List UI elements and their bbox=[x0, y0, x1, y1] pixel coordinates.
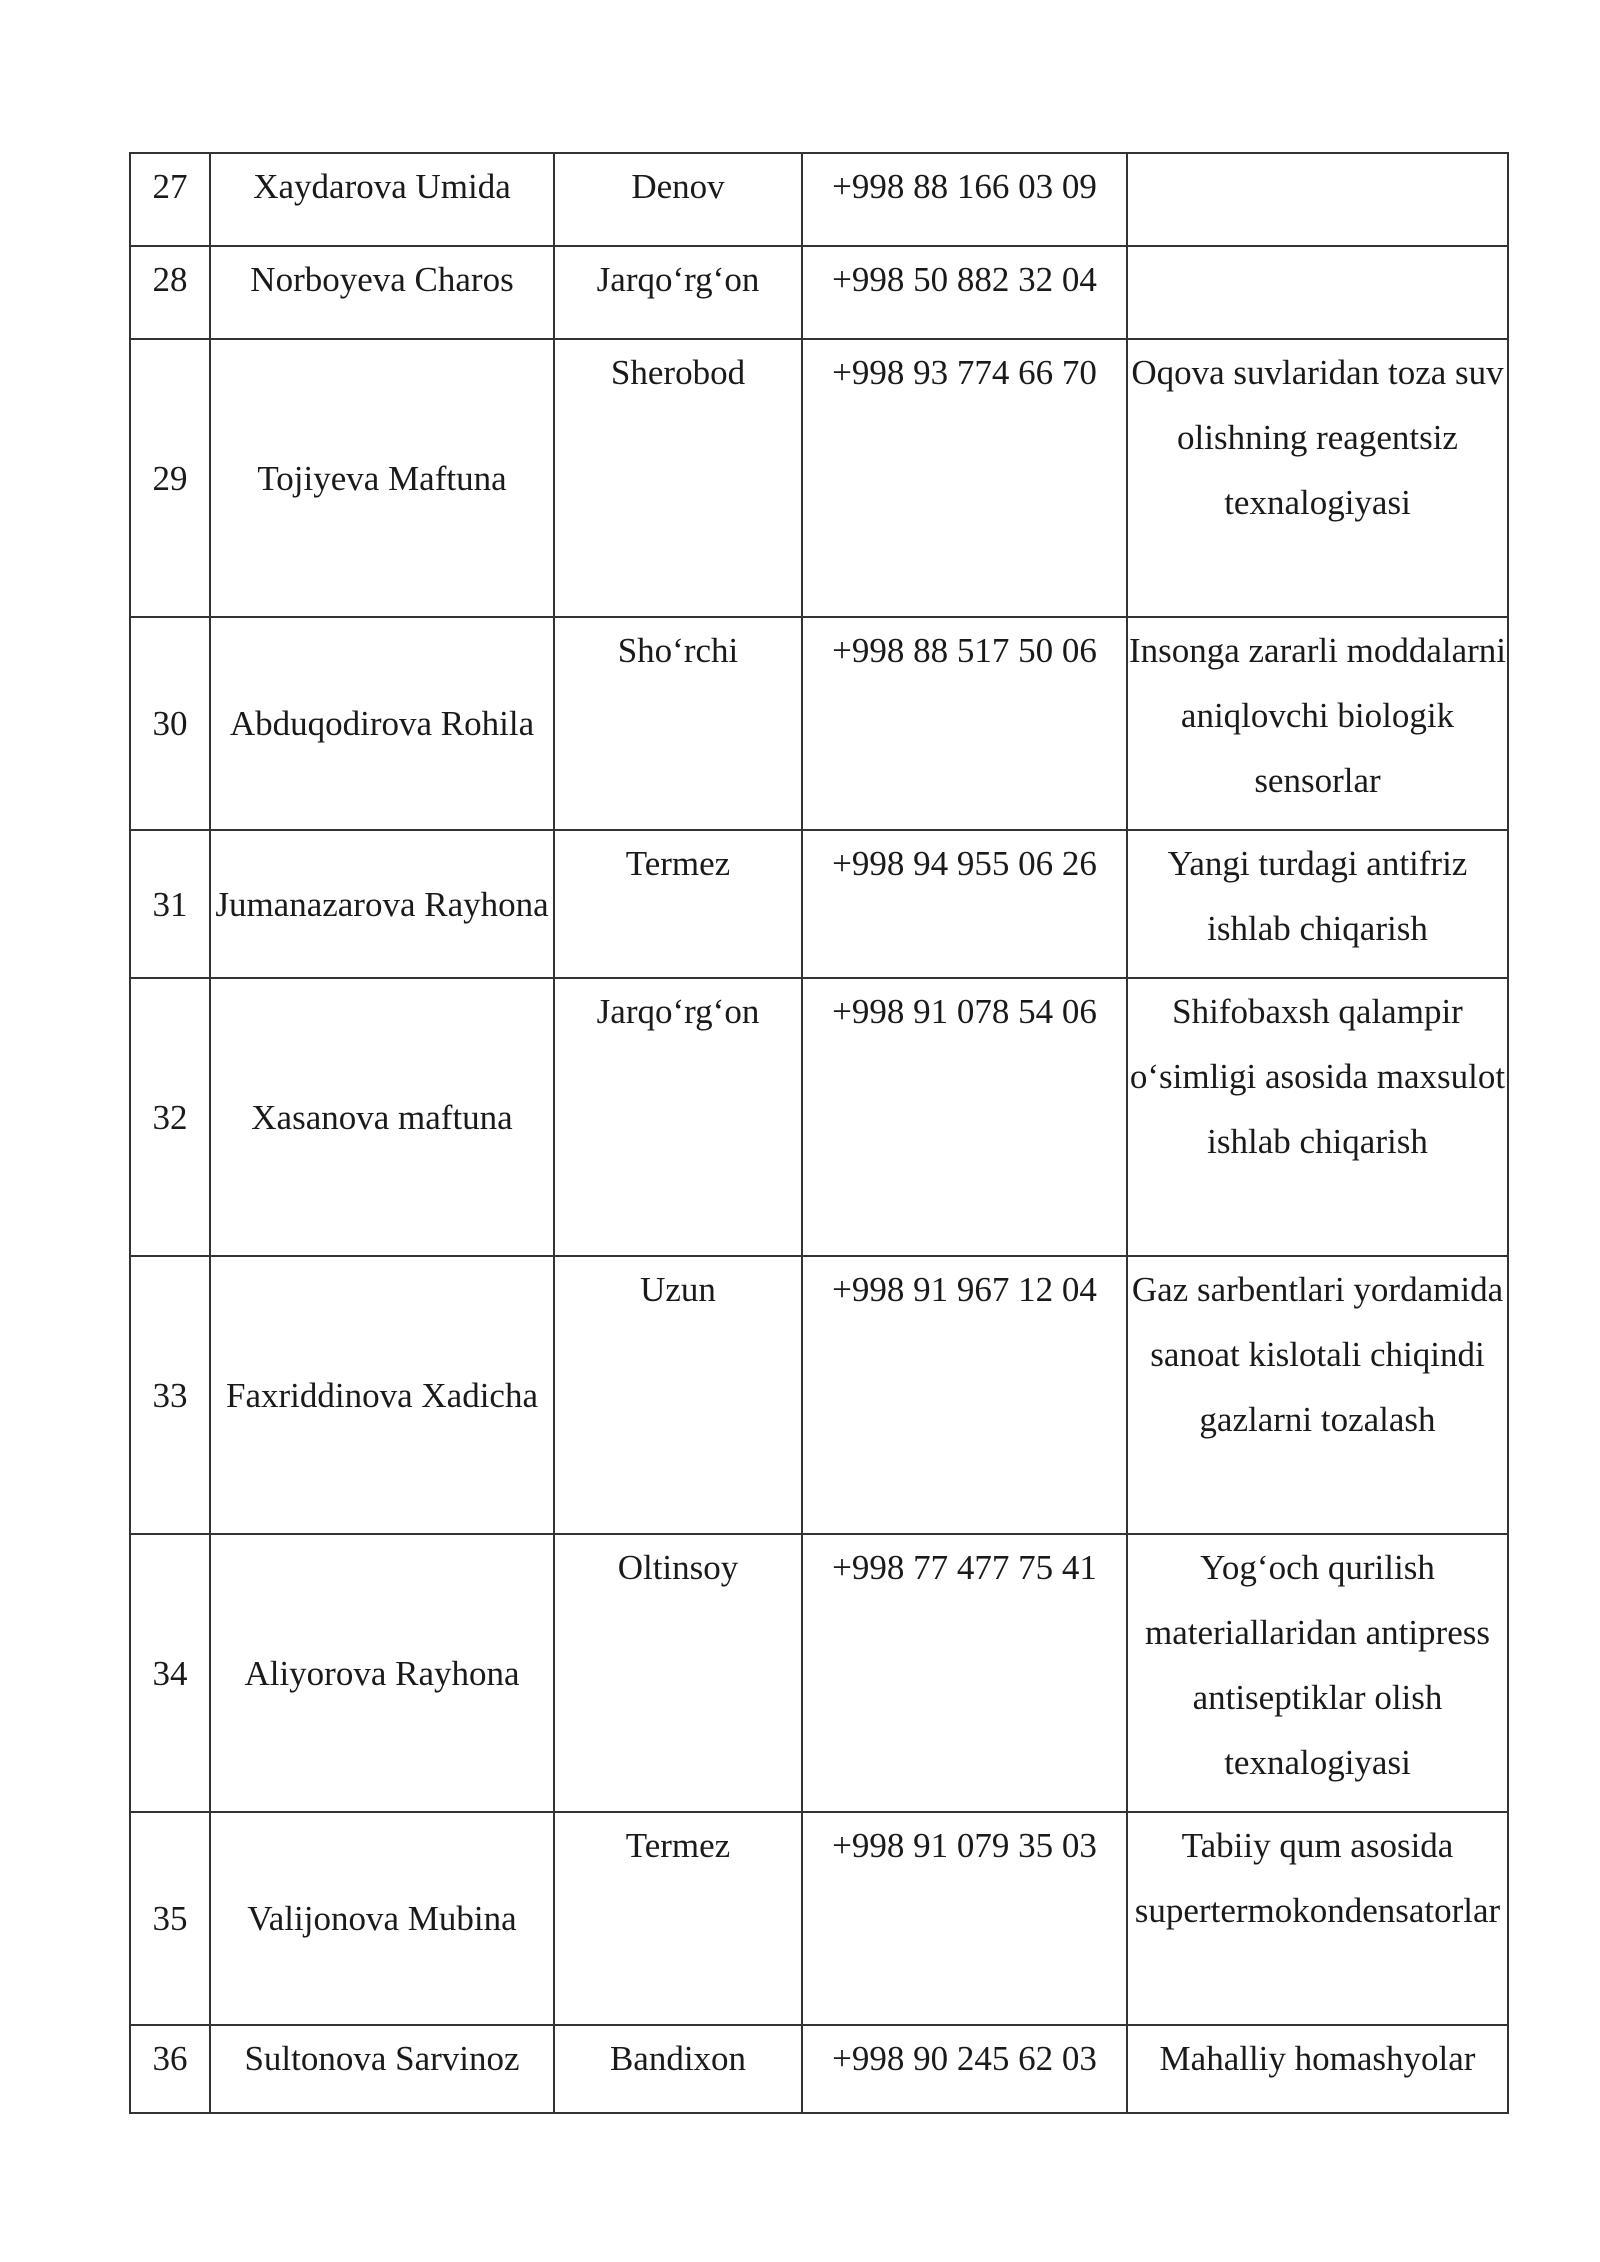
row-number: 34 bbox=[130, 1534, 210, 1812]
table-row bbox=[130, 1256, 1508, 1534]
participant-name: Tojiyeva Maftuna bbox=[210, 339, 554, 617]
phone-number: +998 50 882 32 04 bbox=[802, 246, 1127, 339]
project-topic: Oqova suvlaridan toza suv olishning reagentsiz texnalogiyasi bbox=[1127, 339, 1508, 617]
participants-table bbox=[129, 152, 1509, 2114]
participant-name: Sultonova Sarvinoz bbox=[210, 2025, 554, 2113]
row-number: 31 bbox=[130, 830, 210, 978]
row-number: 33 bbox=[130, 1256, 210, 1534]
phone-number: +998 88 517 50 06 bbox=[802, 617, 1127, 830]
table-row bbox=[130, 1534, 1508, 1812]
district: Sherobod bbox=[554, 339, 802, 617]
participant-name: Aliyorova Rayhona bbox=[210, 1534, 554, 1812]
table-row bbox=[130, 617, 1508, 830]
project-topic bbox=[1127, 246, 1508, 339]
project-topic: Mahalliy homashyolar bbox=[1127, 2025, 1508, 2113]
district: Termez bbox=[554, 1812, 802, 2025]
row-number: 29 bbox=[130, 339, 210, 617]
row-number: 32 bbox=[130, 978, 210, 1256]
project-topic: Yog‘och qurilish materiallaridan antipress antiseptiklar olish texnalogiyasi bbox=[1127, 1534, 1508, 1812]
participant-name: Faxriddinova Xadicha bbox=[210, 1256, 554, 1534]
participant-name: Valijonova Mubina bbox=[210, 1812, 554, 2025]
table-row bbox=[130, 978, 1508, 1256]
phone-number: +998 90 245 62 03 bbox=[802, 2025, 1127, 2113]
row-number: 36 bbox=[130, 2025, 210, 2113]
table-row bbox=[130, 2025, 1508, 2113]
table-row bbox=[130, 1812, 1508, 2025]
table-row bbox=[130, 830, 1508, 978]
project-topic bbox=[1127, 153, 1508, 246]
project-topic: Insonga zararli moddalarni aniqlovchi biologik sensorlar bbox=[1127, 617, 1508, 830]
table-row bbox=[130, 339, 1508, 617]
district: Sho‘rchi bbox=[554, 617, 802, 830]
district: Uzun bbox=[554, 1256, 802, 1534]
phone-number: +998 94 955 06 26 bbox=[802, 830, 1127, 978]
row-number: 27 bbox=[130, 153, 210, 246]
phone-number: +998 91 967 12 04 bbox=[802, 1256, 1127, 1534]
project-topic: Shifobaxsh qalampir o‘simligi asosida maxsulot ishlab chiqarish bbox=[1127, 978, 1508, 1256]
phone-number: +998 91 079 35 03 bbox=[802, 1812, 1127, 2025]
table-row bbox=[130, 153, 1508, 246]
row-number: 28 bbox=[130, 246, 210, 339]
row-number: 35 bbox=[130, 1812, 210, 2025]
table-row bbox=[130, 246, 1508, 339]
district: Bandixon bbox=[554, 2025, 802, 2113]
participant-name: Jumanazarova Rayhona bbox=[210, 830, 554, 978]
row-number: 30 bbox=[130, 617, 210, 830]
district: Termez bbox=[554, 830, 802, 978]
phone-number: +998 91 078 54 06 bbox=[802, 978, 1127, 1256]
participant-name: Xaydarova Umida bbox=[210, 153, 554, 246]
project-topic: Yangi turdagi antifriz ishlab chiqarish bbox=[1127, 830, 1508, 978]
participant-name: Norboyeva Charos bbox=[210, 246, 554, 339]
participant-name: Xasanova maftuna bbox=[210, 978, 554, 1256]
district: Jarqo‘rg‘on bbox=[554, 978, 802, 1256]
district: Denov bbox=[554, 153, 802, 246]
participant-name: Abduqodirova Rohila bbox=[210, 617, 554, 830]
phone-number: +998 77 477 75 41 bbox=[802, 1534, 1127, 1812]
district: Oltinsoy bbox=[554, 1534, 802, 1812]
phone-number: +998 88 166 03 09 bbox=[802, 153, 1127, 246]
district: Jarqo‘rg‘on bbox=[554, 246, 802, 339]
project-topic: Gaz sarbentlari yordamida sanoat kislotali chiqindi gazlarni tozalash bbox=[1127, 1256, 1508, 1534]
phone-number: +998 93 774 66 70 bbox=[802, 339, 1127, 617]
project-topic: Tabiiy qum asosida supertermokondensatorlar bbox=[1127, 1812, 1508, 2025]
